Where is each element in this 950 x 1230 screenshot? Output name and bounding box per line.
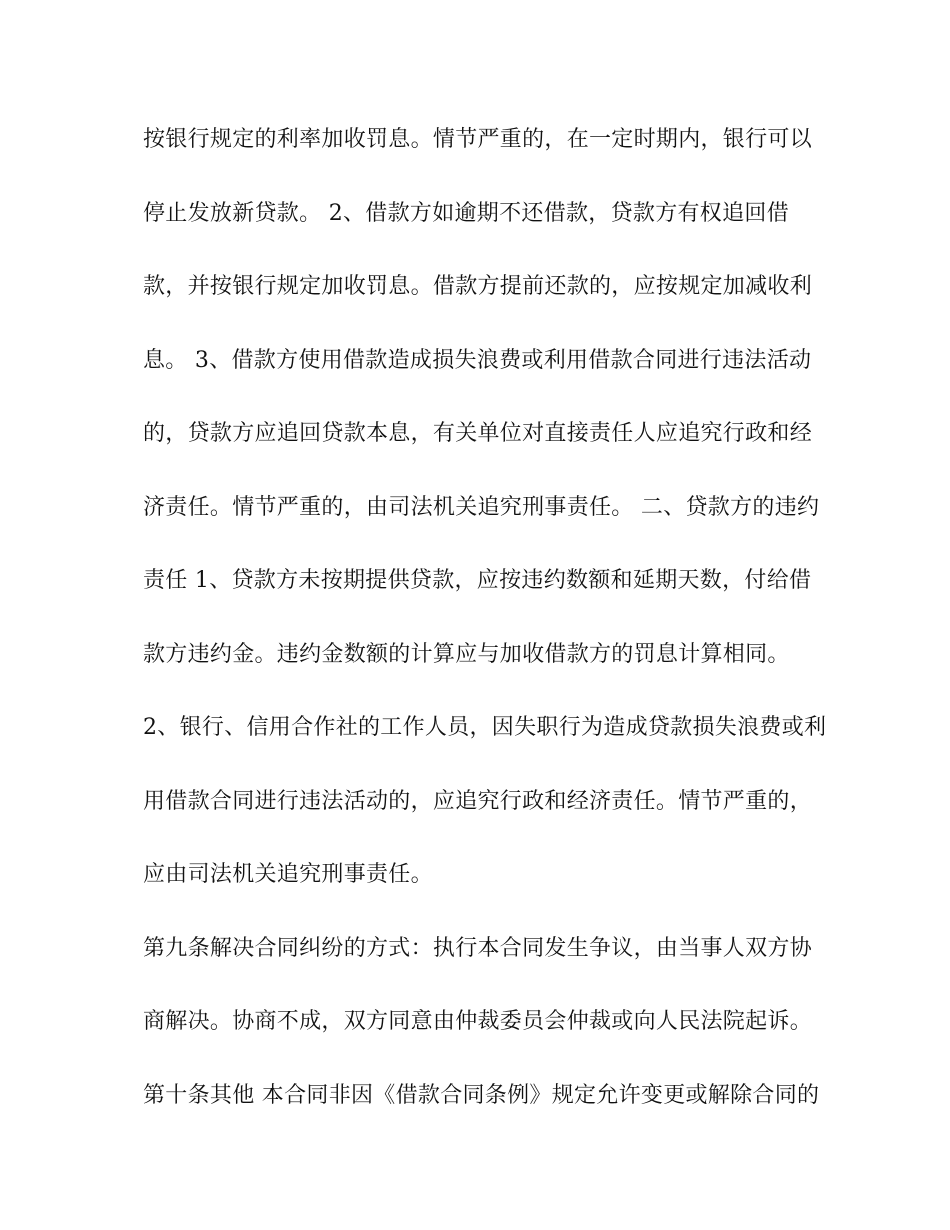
text-line-2: 停止发放新贷款。 2、借款方如逾期不还借款，贷款方有权追回借 [143,201,789,226]
text-line-9: 2、银行、信用合作社的工作人员，因失职行为造成贷款损失浪费或利 [143,715,827,740]
text-line-4: 息。 3、借款方使用借款造成损失浪费或利用借款合同进行违法活动 [143,348,812,373]
text-line-1: 按银行规定的利率加收罚息。情节严重的，在一定时期内，银行可以 [143,127,813,152]
text-line-12: 第九条解决合同纠纷的方式：执行本合同发生争议，由当事人双方协 [143,936,813,961]
text-line-5: 的，贷款方应追回贷款本息，有关单位对直接责任人应追究行政和经 [143,421,813,446]
text-line-7: 责任 1、贷款方未按期提供贷款，应按违约数额和延期天数，付给借 [143,568,812,593]
text-line-13: 商解决。协商不成，双方同意由仲裁委员会仲裁或向人民法院起诉。 [143,1009,813,1034]
text-line-6: 济责任。情节严重的，由司法机关追究刑事责任。 二、贷款方的违约 [143,495,820,520]
text-line-14: 第十条其他 本合同非因《借款合同条例》规定允许变更或解除合同的 [143,1083,820,1108]
text-line-10: 用借款合同进行违法活动的，应追究行政和经济责任。情节严重的， [143,789,813,814]
text-line-11: 应由司法机关追究刑事责任。 [143,862,433,887]
text-line-3: 款，并按银行规定加收罚息。借款方提前还款的，应按规定加减收利 [143,274,813,299]
text-line-8: 款方违约金。违约金数额的计算应与加收借款方的罚息计算相同。 [143,642,790,667]
